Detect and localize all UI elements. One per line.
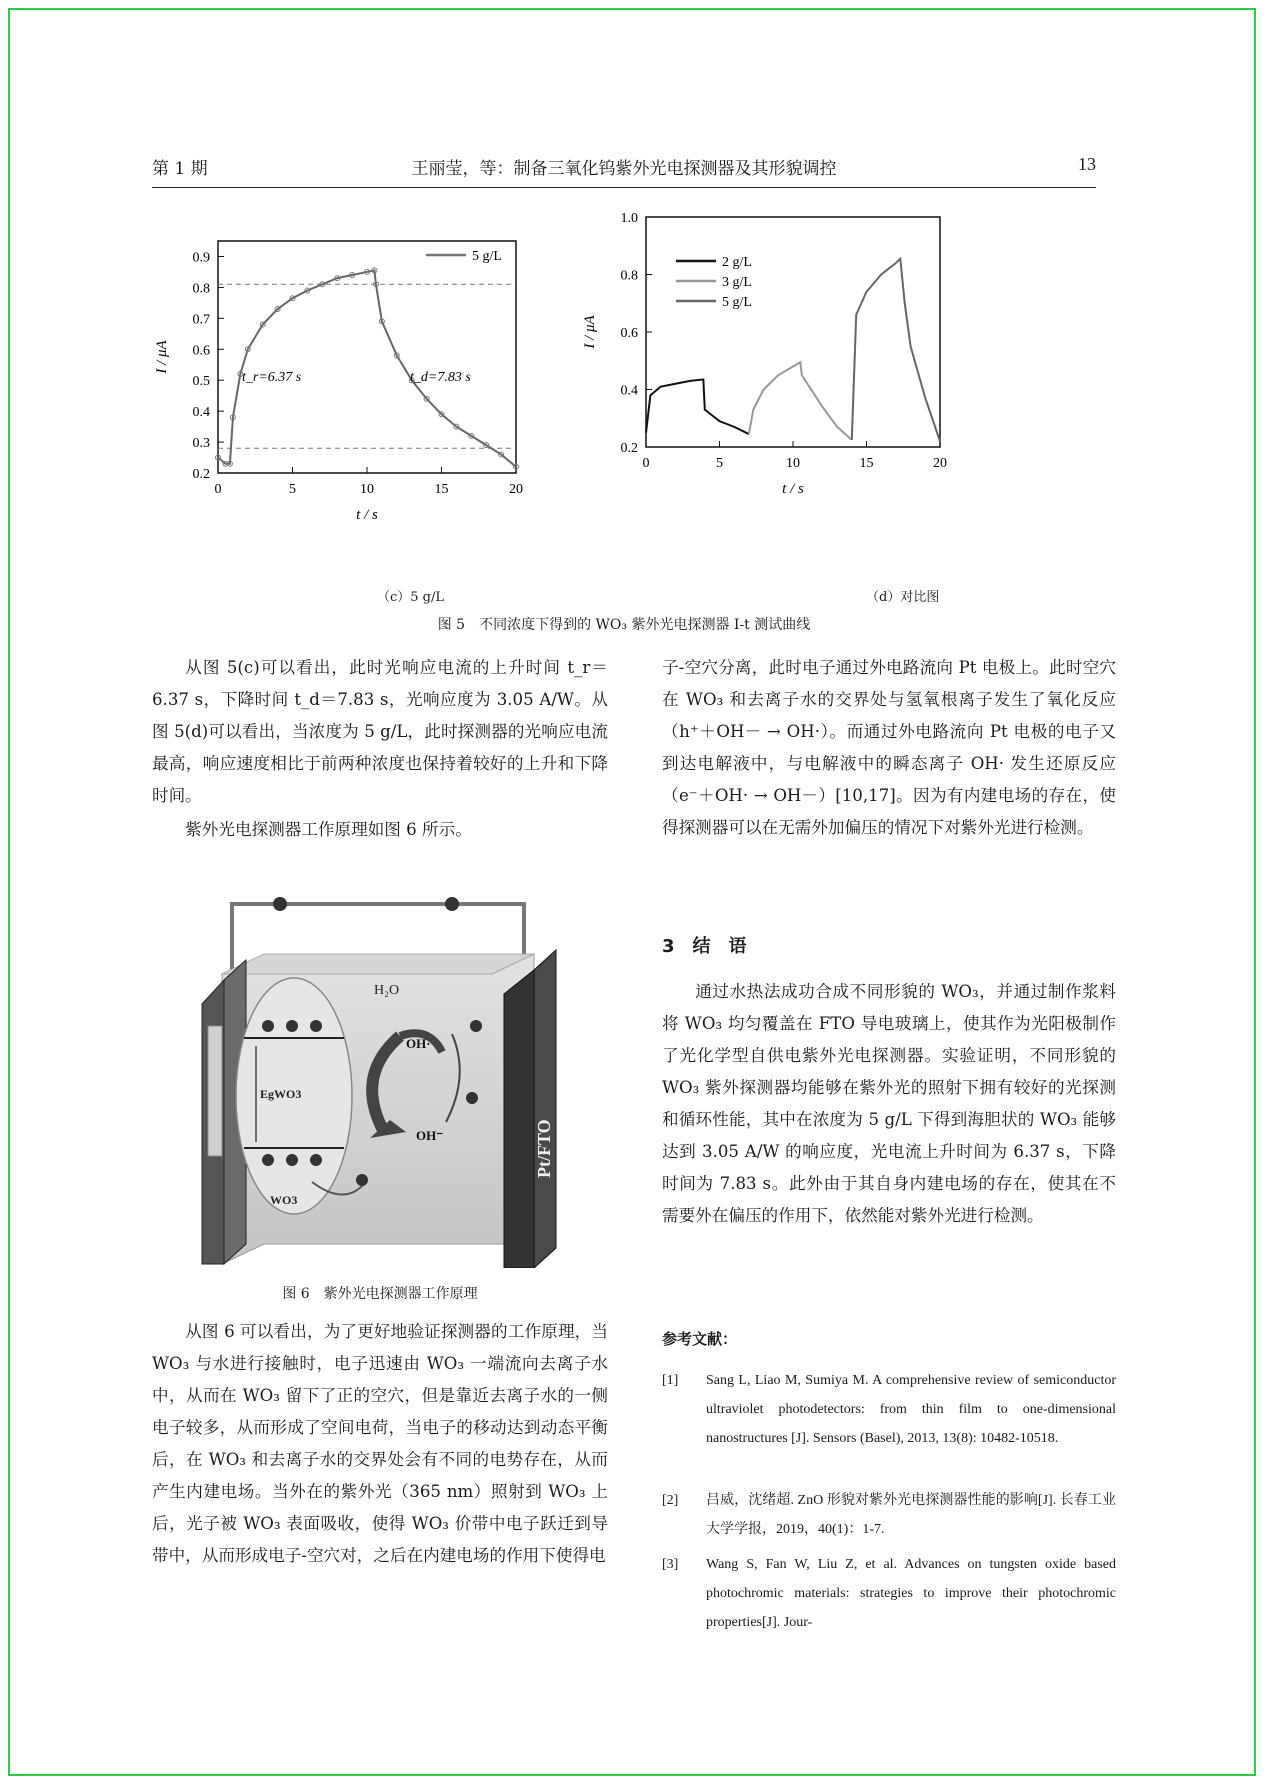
x-tick-label: 10 xyxy=(786,456,800,471)
y-axis-label: I / μA xyxy=(154,340,170,374)
figure-5-caption: 图 5 不同浓度下得到的 WO₃ 紫外光电探测器 I-t 测试曲线 xyxy=(437,617,811,633)
paragraph: 紫外光电探测器工作原理如图 6 所示。 xyxy=(185,820,472,839)
x-tick-label: 15 xyxy=(859,456,874,471)
pt-fto-label: Pt/FTO xyxy=(534,1119,554,1178)
x-axis-label: t / s xyxy=(782,481,804,497)
h2o-label: H₂O xyxy=(374,983,400,998)
issue-label: 第 1 期 xyxy=(152,159,208,179)
paragraph: 通过水热法成功合成不同形貌的 WO₃，并通过制作浆料将 WO₃ 均匀覆盖在 FTO 导电玻璃上，使其作为光阳极制作了光化学型自供电紫外光电探测器。实验证明，不同形貌的 WO₃ 紫外探测器均能够在紫外光的照射下拥有较好的光探测和循环性能，其中在浓度为 5 g/L 下得到海胆状的 WO₃ 能够达到 3.05 A/W 的响应度，光电流上升时间为 6.37 s，下降时间为 7.83 s。此外由于其自身内建电场的存在，使其在不需要外在偏压的作用下，依然能对紫外光进行检测。 xyxy=(662,982,1116,1225)
figure-6-schematic xyxy=(194,886,594,1268)
reference-item: [1] Sang L, Liao M, Sumiya M. A comprehensive review of semiconductor ultraviolet photodetectors: from thin film to one-dimensional nanostructures [J]. Sensors (Basel), 2013, 13(8): 10482-10518. xyxy=(662,1373,1116,1446)
y-tick-label: 0.7 xyxy=(192,312,210,328)
header-rule xyxy=(152,187,1096,188)
fto-window xyxy=(208,1026,222,1156)
right-plate-front xyxy=(504,970,534,1268)
electron-dot xyxy=(445,897,459,911)
subcaption-c: （c）5 g/L xyxy=(377,590,445,605)
y-tick-label: 0.2 xyxy=(620,441,638,456)
series-line xyxy=(646,379,749,434)
y-tick-label: 0.3 xyxy=(192,436,210,452)
x-tick-label: 20 xyxy=(509,482,523,497)
y-tick-label: 0.8 xyxy=(192,281,210,297)
y-tick-label: 0.6 xyxy=(620,326,638,341)
reference-item: [3] Wang S, Fan W, Liu Z, et al. Advances on tungsten oxide based photochromic materials: strategies to improve their photochromic properties[J]. Jour- xyxy=(662,1557,1116,1630)
y-tick-label: 0.4 xyxy=(192,405,210,421)
rise-time-annotation: t_r=6.37 s xyxy=(242,370,302,385)
plot-frame xyxy=(646,217,940,447)
series-line xyxy=(852,259,940,442)
y-tick-label: 0.5 xyxy=(192,374,210,390)
oh-top-label: OH· xyxy=(406,1036,431,1051)
running-title: 王丽莹，等：制备三氧化钨紫外光电探测器及其形貌调控 xyxy=(411,159,837,179)
y-tick-label: 0.4 xyxy=(620,383,638,399)
x-tick-label: 0 xyxy=(214,482,222,497)
series-line xyxy=(218,270,516,466)
x-tick-label: 10 xyxy=(360,482,374,497)
right-plate-side xyxy=(534,950,556,1268)
subcaption-d: （d）对比图 xyxy=(866,590,940,605)
figure-6-caption: 图 6 紫外光电探测器工作原理 xyxy=(282,1286,478,1302)
electron-dot xyxy=(273,897,287,911)
x-tick-label: 5 xyxy=(716,456,723,471)
section-heading: 3 结 语 xyxy=(662,936,747,957)
y-tick-label: 0.8 xyxy=(620,268,638,284)
legend-label: 5 g/L xyxy=(472,249,502,264)
eg-label: EgWO3 xyxy=(260,1087,302,1101)
chart-5d xyxy=(582,211,1156,595)
series-line xyxy=(749,362,852,440)
x-axis-label: t / s xyxy=(356,507,378,523)
oh-bottom-label: OH⁻ xyxy=(416,1128,444,1143)
page-number: 13 xyxy=(1078,154,1096,174)
right-column-top xyxy=(662,652,1116,844)
right-column-conclusion xyxy=(662,976,1116,1232)
wo3-label: WO3 xyxy=(270,1193,298,1207)
y-tick-label: 0.6 xyxy=(192,343,210,359)
x-tick-label: 15 xyxy=(434,482,449,497)
left-column-bottom xyxy=(152,1316,608,1572)
left-column-top xyxy=(152,652,608,846)
y-tick-label: 1.0 xyxy=(620,211,638,226)
paragraph: 子-空穴分离，此时电子通过外电路流向 Pt 电极上。此时空穴在 WO₃ 和去离子水的交界处与氢氧根离子发生了氧化反应（h⁺＋OH－ → OH·）。而通过外电路流向 Pt 电极的电子又到达电解液中，与电解液中的瞬态离子 OH· 发生还原反应（e⁻＋OH· → OH－）[10,17]。因为有内建电场的存在，使得探测器可以在无需外加偏压的情况下对紫外光进行检测。 xyxy=(662,658,1116,837)
y-axis-label: I / μA xyxy=(582,315,598,349)
legend-label: 2 g/L xyxy=(722,255,752,270)
x-tick-label: 20 xyxy=(933,456,947,471)
paragraph: 从图 5(c)可以看出，此时光响应电流的上升时间 t_r＝6.37 s，下降时间 t_d＝7.83 s，光响应度为 3.05 A/W。从图 5(d)可以看出，当浓度为 5 g/L，此时探测器的光响应电流最高，响应速度相比于前两种浓度也保持着较好的上升和下降时间。 xyxy=(152,658,608,805)
y-tick-label: 0.9 xyxy=(192,250,210,266)
paragraph: 从图 6 可以看出，为了更好地验证探测器的工作原理，当 WO₃ 与水进行接触时，电子迅速由 WO₃ 一端流向去离子水中，从而在 WO₃ 留下了正的空穴，但是靠近去离子水的一侧电子较多，从而形成了空间电荷，当电子的移动达到动态平衡后，在 WO₃ 和去离子水的交界处会有不同的电势存在，从而产生内建电场。当外在的紫外光（365 nm）照射到 WO₃ 上后，光子被 WO₃ 表面吸收，使得 WO₃ 价带中电子跃迁到导带中，从而形成电子-空穴对，之后在内建电场的作用下使得电 xyxy=(152,1322,608,1565)
running-header xyxy=(152,154,1096,184)
x-tick-label: 5 xyxy=(289,482,296,497)
decay-time-annotation: t_d=7.83 s xyxy=(410,370,471,385)
legend-label: 5 g/L xyxy=(722,295,752,310)
y-tick-label: 0.2 xyxy=(192,467,210,482)
legend-label: 3 g/L xyxy=(722,275,752,290)
references-heading: 参考文献： xyxy=(662,1330,738,1348)
x-tick-label: 0 xyxy=(642,456,650,471)
reference-item: [2] 吕威，沈绪超. ZnO 形貌对紫外光电探测器性能的影响[J]. 长春工业大学学报，2019，40(1)：1-7. xyxy=(662,1493,1116,1537)
